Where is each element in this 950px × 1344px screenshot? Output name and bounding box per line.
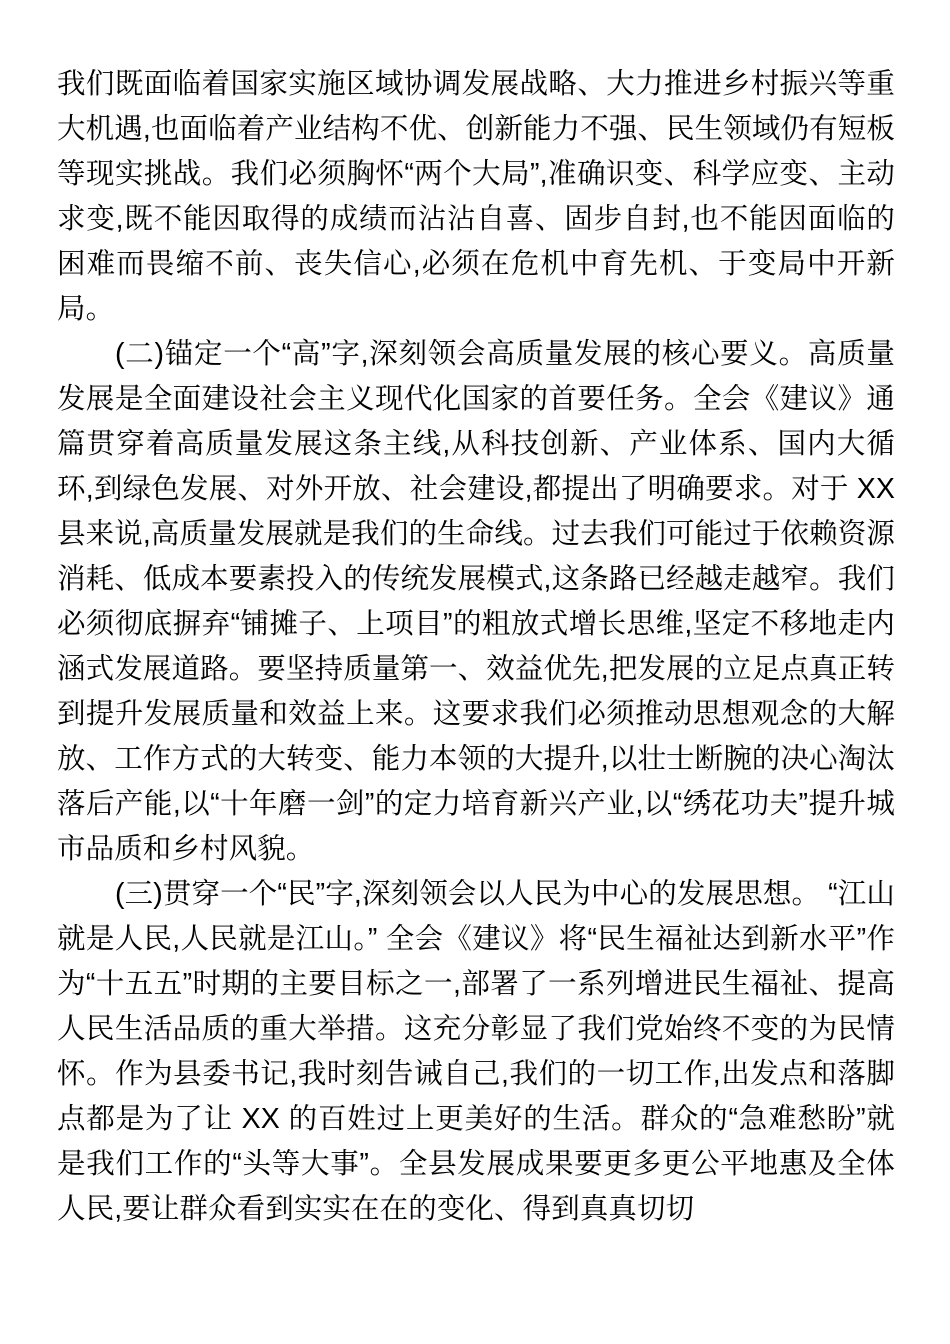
document-text-body [57, 62, 895, 1232]
paragraph-section-three: (三)贯穿一个“民”字,深刻领会以人民为中心的发展思想。 “江山就是人民,人民就是江山。” 全会《建议》将“民生福祉达到新水平”作为“十五五”时期的主要目标之一,部署了一系列增进民生福祉、提高人民生活品质的重大举措。这充分彰显了我们党始终不变的为民情怀。作为县委书记,我时刻告诫自己,我们的一切工作,出发点和落脚点都是为了让 XX 的百姓过上更美好的生活。群众的“急难愁盼”就是我们工作的“头等大事”。全县发展成果要更多更公平地惠及全体人民,要让群众看到实实在在的变化、得到真真切切 [57, 878, 895, 1225]
paragraph-section-two: (二)锚定一个“高”字,深刻领会高质量发展的核心要义。高质量发展是全面建设社会主义现代化国家的首要任务。全会《建议》通篇贯穿着高质量发展这条主线,从科技创新、产业体系、国内大循环,到绿色发展、对外开放、社会建设,都提出了明确要求。对于 XX 县来说,高质量发展就是我们的生命线。过去我们可能过于依赖资源消耗、低成本要素投入的传统发展模式,这条路已经越走越窄。我们必须彻底摒弃“铺摊子、上项目”的粗放式增长思维,坚定不移地走内涵式发展道路。要坚持质量第一、效益优先,把发展的立足点真正转到提升发展质量和效益上来。这要求我们必须推动思想观念的大解放、工作方式的大转变、能力本领的大提升,以壮士断腕的决心淘汰落后产能,以“十年磨一剑”的定力培育新兴产业,以“绣花功夫”提升城市品质和乡村风貌。 [57, 338, 895, 865]
paragraph-continuation: 我们既面临着国家实施区域协调发展战略、大力推进乡村振兴等重大机遇,也面临着产业结构不优、创新能力不强、民生领域仍有短板等现实挑战。我们必须胸怀“两个大局”,准确识变、科学应变、主动求变,既不能因取得的成绩而沾沾自喜、固步自封,也不能因面临的困难而畏缩不前、丧失信心,必须在危机中育先机、于变局中开新局。 [57, 68, 895, 325]
